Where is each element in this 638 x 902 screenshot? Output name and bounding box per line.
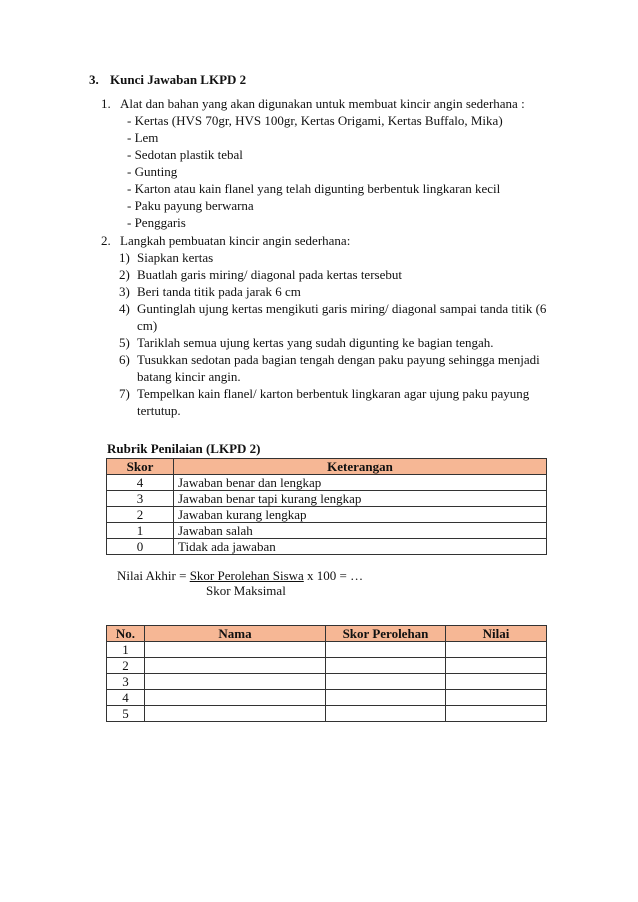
score-row [107,658,547,674]
score-no-cell: 1 [107,642,145,658]
rubric-title: Rubrik Penilaian (LKPD 2) [107,441,261,456]
rubric-skor-cell: 2 [107,507,174,523]
material-item: - Sedotan plastik tebal [127,147,243,162]
part1-text: Alat dan bahan yang akan digunakan untuk membuat kincir angin sederhana : [120,96,525,111]
part2-text: Langkah pembuatan kincir angin sederhana: [120,233,351,248]
score-skor-cell [326,674,446,690]
score-no-cell: 2 [107,658,145,674]
formula-prefix: Nilai Akhir = [117,568,190,583]
formula-numerator: Skor Perolehan Siswa [189,568,304,583]
score-nilai-cell [446,690,547,706]
score-nilai-cell [446,674,547,690]
step-number: 6) [119,352,130,367]
step-text: Tusukkan sedotan pada bagian tengah dengan paku payung sehingga menjadi [137,352,540,367]
rubric-row [107,475,547,491]
score-nama-cell [145,690,326,706]
step-number: 2) [119,267,130,282]
rubric-keterangan-cell: Jawaban benar dan lengkap [174,475,547,491]
step-text: Buatlah garis miring/ diagonal pada kertas tersebut [137,267,402,282]
rubric-skor-cell: 4 [107,475,174,491]
step-text: Siapkan kertas [137,250,214,265]
step-text: Beri tanda titik pada jarak 6 cm [137,284,301,299]
rubric-keterangan-cell: Jawaban benar tapi kurang lengkap [174,491,547,507]
rubric-row [107,491,547,507]
part2-number: 2. [101,233,111,248]
section-title: Kunci Jawaban LKPD 2 [110,72,247,87]
score-header-no: No. [107,626,145,642]
rubric-header-keterangan: Keterangan [174,459,547,475]
score-nama-cell [145,658,326,674]
rubric-header-row [107,459,547,475]
score-skor-cell [326,690,446,706]
score-nama-cell [145,706,326,722]
step-text: cm) [137,318,158,333]
step-text: Tempelkan kain flanel/ karton berbentuk lingkaran agar ujung paku payung [137,386,530,401]
step-text: tertutup. [137,403,181,418]
step-number: 3) [119,284,130,299]
section-number: 3. [89,72,99,87]
rubric-keterangan-cell: Jawaban salah [174,523,547,539]
material-item: - Kertas (HVS 70gr, HVS 100gr, Kertas Origami, Kertas Buffalo, Mika) [127,113,503,128]
score-header-skor: Skor Perolehan [326,626,446,642]
step-number: 7) [119,386,130,401]
part1-number: 1. [101,96,111,111]
step-text: batang kincir angin. [137,369,241,384]
step-number: 5) [119,335,130,350]
score-skor-cell [326,658,446,674]
score-no-cell: 3 [107,674,145,690]
material-item: - Penggaris [127,215,186,230]
rubric-keterangan-cell: Jawaban kurang lengkap [174,507,547,523]
rubric-keterangan-cell: Tidak ada jawaban [174,539,547,555]
rubric-skor-cell: 0 [107,539,174,555]
score-no-cell: 5 [107,706,145,722]
material-item: - Paku payung berwarna [127,198,254,213]
material-item: - Lem [127,130,159,145]
formula-denominator: Skor Maksimal [206,583,286,598]
step-number: 4) [119,301,130,316]
score-row [107,674,547,690]
material-item: - Karton atau kain flanel yang telah digunting berbentuk lingkaran kecil [127,181,501,196]
score-header-nama: Nama [145,626,326,642]
score-skor-cell [326,642,446,658]
rubric-row [107,507,547,523]
score-header-row [107,626,547,642]
step-text: Guntinglah ujung kertas mengikuti garis miring/ diagonal sampai tanda titik (6 [137,301,547,316]
material-item: - Gunting [127,164,178,179]
score-row [107,690,547,706]
rubric-table [106,458,547,555]
rubric-header-skor: Skor [107,459,174,475]
score-row [107,706,547,722]
score-no-cell: 4 [107,690,145,706]
formula [117,568,363,584]
score-header-nilai: Nilai [446,626,547,642]
score-row [107,642,547,658]
score-nama-cell [145,642,326,658]
score-skor-cell [326,706,446,722]
step-text: Tariklah semua ujung kertas yang sudah digunting ke bagian tengah. [137,335,494,350]
score-nilai-cell [446,642,547,658]
rubric-row [107,523,547,539]
score-nilai-cell [446,658,547,674]
rubric-skor-cell: 1 [107,523,174,539]
rubric-skor-cell: 3 [107,491,174,507]
score-nama-cell [145,674,326,690]
rubric-row [107,539,547,555]
score-table [106,625,547,722]
score-nilai-cell [446,706,547,722]
formula-suffix: x 100 = … [303,568,364,583]
step-number: 1) [119,250,130,265]
